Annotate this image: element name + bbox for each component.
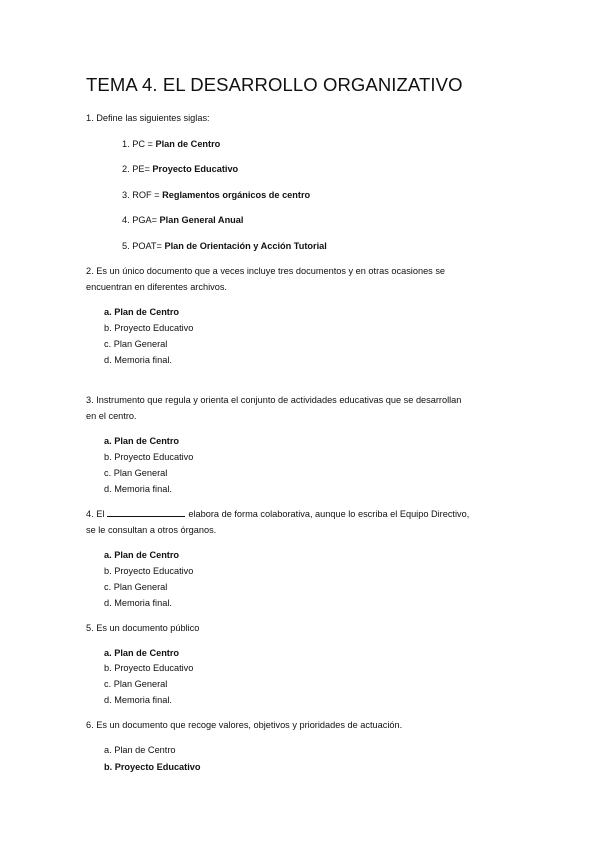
q2-option-d: d. Memoria final. xyxy=(104,355,172,365)
acronym-item-2: 2. PE= Proyecto Educativo xyxy=(122,164,239,174)
q5-option-d: d. Memoria final. xyxy=(104,695,172,705)
q3-option-d: d. Memoria final. xyxy=(104,484,172,494)
page-title: TEMA 4. EL DESARROLLO ORGANIZATIVO xyxy=(86,74,463,95)
question-6-line-1: 6. Es un documento que recoge valores, objetivos y prioridades de actuación. xyxy=(86,720,403,730)
q3-option-a: a. Plan de Centro xyxy=(104,436,180,446)
question-1: 1. Define las siguientes siglas: xyxy=(86,113,210,123)
q2-option-b: b. Proyecto Educativo xyxy=(104,323,194,333)
q5-option-b: b. Proyecto Educativo xyxy=(104,663,194,673)
q3-option-b: b. Proyecto Educativo xyxy=(104,452,194,462)
q3-option-c: c. Plan General xyxy=(104,468,168,478)
q4-option-a: a. Plan de Centro xyxy=(104,550,180,560)
acronym-item-3: 3. ROF = Reglamentos orgánicos de centro xyxy=(122,190,311,200)
q4-option-d: d. Memoria final. xyxy=(104,598,172,608)
question-2-line-2: encuentran en diferentes archivos. xyxy=(86,282,227,292)
question-5-line-1: 5. Es un documento público xyxy=(86,623,200,633)
q4-option-b: b. Proyecto Educativo xyxy=(104,566,194,576)
question-4-line-1: 4. El elabora de forma colaborativa, aunque lo escriba el Equipo Directivo, xyxy=(86,509,470,519)
question-4-line-2: se le consultan a otros órganos. xyxy=(86,525,217,535)
q2-option-a: a. Plan de Centro xyxy=(104,307,180,317)
fill-in-blank xyxy=(107,508,185,517)
acronym-item-1: 1. PC = Plan de Centro xyxy=(122,139,221,149)
q6-option-b: b. Proyecto Educativo xyxy=(104,762,201,772)
question-3-line-1: 3. Instrumento que regula y orienta el conjunto de actividades educativas que se desarrollan xyxy=(86,395,462,405)
acronym-item-4: 4. PGA= Plan General Anual xyxy=(122,215,244,225)
acronym-item-5: 5. POAT= Plan de Orientación y Acción Tutorial xyxy=(122,241,327,251)
q2-option-c: c. Plan General xyxy=(104,339,168,349)
q4-option-c: c. Plan General xyxy=(104,582,168,592)
q5-option-c: c. Plan General xyxy=(104,679,168,689)
question-2-line-1: 2. Es un único documento que a veces incluye tres documentos y en otras ocasiones se xyxy=(86,266,446,276)
q6-option-a: a. Plan de Centro xyxy=(104,745,176,755)
question-3-line-2: en el centro. xyxy=(86,411,137,421)
q5-option-a: a. Plan de Centro xyxy=(104,648,180,658)
